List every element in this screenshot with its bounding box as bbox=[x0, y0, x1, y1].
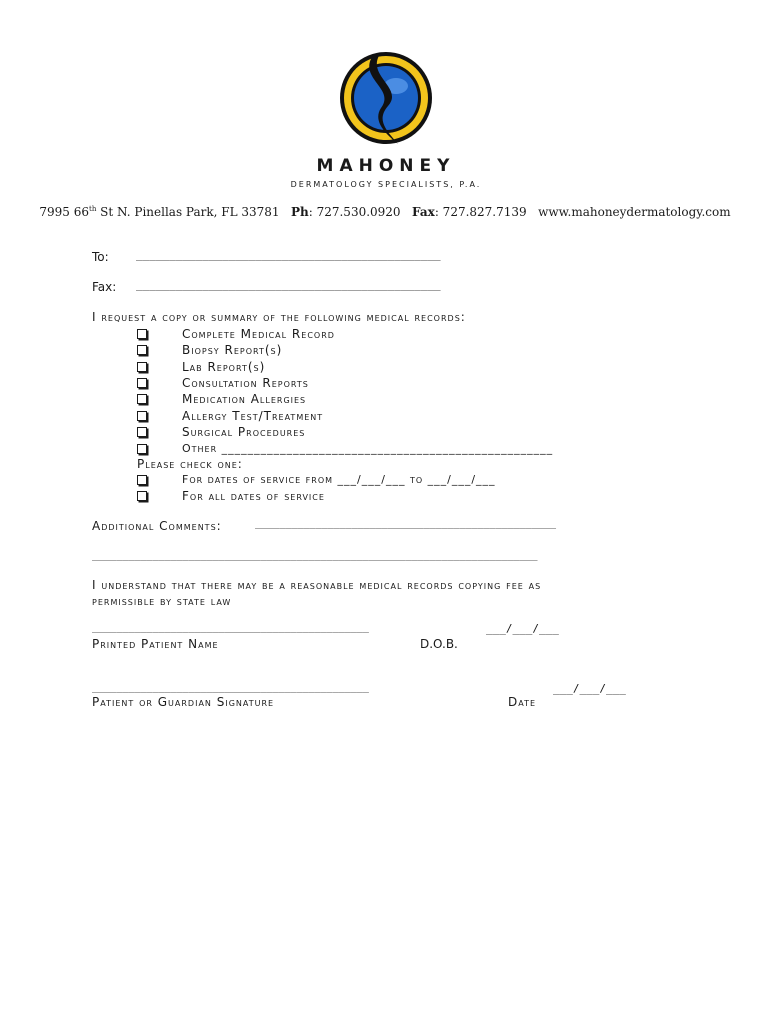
dob-label: D.O.B. bbox=[420, 637, 458, 651]
option-dates-from[interactable]: For dates of service from ___/___/___ to ___/___/___ bbox=[182, 473, 496, 486]
request-heading: I request a copy or summary of the following medical records: bbox=[92, 310, 466, 324]
signature-line[interactable]: ______________________________________________ bbox=[92, 682, 369, 693]
checkbox-biopsy[interactable] bbox=[137, 345, 147, 355]
comments-line-2[interactable]: __________________________________________________________________________ bbox=[92, 550, 538, 561]
logo bbox=[286, 48, 486, 198]
address: 7995 66 bbox=[39, 205, 90, 219]
item-allergy-test: Allergy Test/Treatment bbox=[182, 409, 324, 423]
item-lab: Lab Report(s) bbox=[182, 360, 266, 374]
checkbox-consultation[interactable] bbox=[137, 378, 147, 388]
phone-number: : 727.530.0920 bbox=[308, 205, 401, 219]
phone-label: Ph bbox=[290, 205, 309, 219]
address-suffix: th bbox=[89, 205, 97, 213]
fee-notice-line-2: permissible by state law bbox=[92, 594, 232, 608]
comments-line-1[interactable]: __________________________________________________ bbox=[255, 518, 557, 529]
item-consultation: Consultation Reports bbox=[182, 376, 309, 390]
fee-notice-line-1: I understand that there may be a reasonable medical records copying fee as bbox=[92, 578, 542, 592]
item-biopsy: Biopsy Report(s) bbox=[182, 343, 283, 357]
check-one-label: Please check one: bbox=[137, 457, 243, 471]
item-medication-allergies: Medication Allergies bbox=[182, 392, 307, 406]
brand-name: MAHONEY bbox=[316, 156, 456, 176]
checkbox-allergy-test[interactable] bbox=[137, 411, 147, 421]
checkbox-complete-record[interactable] bbox=[137, 329, 147, 339]
signature-label: Patient or Guardian Signature bbox=[92, 695, 275, 709]
item-complete-record: Complete Medical Record bbox=[182, 327, 335, 341]
comments-label: Additional Comments: bbox=[92, 519, 222, 533]
brand-subtitle: DERMATOLOGY SPECIALISTS, P.A. bbox=[290, 180, 482, 189]
dob-line[interactable]: ___/___/___ bbox=[486, 622, 559, 635]
to-label: To: bbox=[92, 250, 109, 264]
fax-number: : 727.827.7139 bbox=[434, 205, 527, 219]
address-rest: St N. Pinellas Park, FL 33781 bbox=[96, 205, 280, 219]
checkbox-other[interactable] bbox=[137, 444, 147, 454]
fax-label: Fax bbox=[412, 205, 435, 219]
date-label: Date bbox=[508, 695, 537, 709]
printed-name-label: Printed Patient Name bbox=[92, 637, 219, 651]
checkbox-lab[interactable] bbox=[137, 362, 147, 372]
to-line[interactable]: ______________________________________________ bbox=[136, 248, 441, 261]
printed-name-line[interactable]: ______________________________________________ bbox=[92, 622, 369, 633]
website: www.mahoneydermatology.com bbox=[538, 205, 731, 219]
date-line[interactable]: ___/___/___ bbox=[553, 682, 626, 695]
option-all-dates: For all dates of service bbox=[182, 489, 325, 503]
checkbox-surgical[interactable] bbox=[137, 427, 147, 437]
fax-line[interactable]: ______________________________________________ bbox=[136, 278, 441, 291]
contact-line bbox=[0, 205, 770, 219]
item-other[interactable]: Other ___________________________________________________ bbox=[182, 442, 554, 455]
checkbox-medication-allergies[interactable] bbox=[137, 394, 147, 404]
fax-field-label: Fax: bbox=[92, 280, 117, 294]
checkbox-all-dates[interactable] bbox=[137, 491, 147, 501]
logo-globe-icon bbox=[336, 48, 436, 148]
item-surgical: Surgical Procedures bbox=[182, 425, 306, 439]
checkbox-dates-from[interactable] bbox=[137, 475, 147, 485]
